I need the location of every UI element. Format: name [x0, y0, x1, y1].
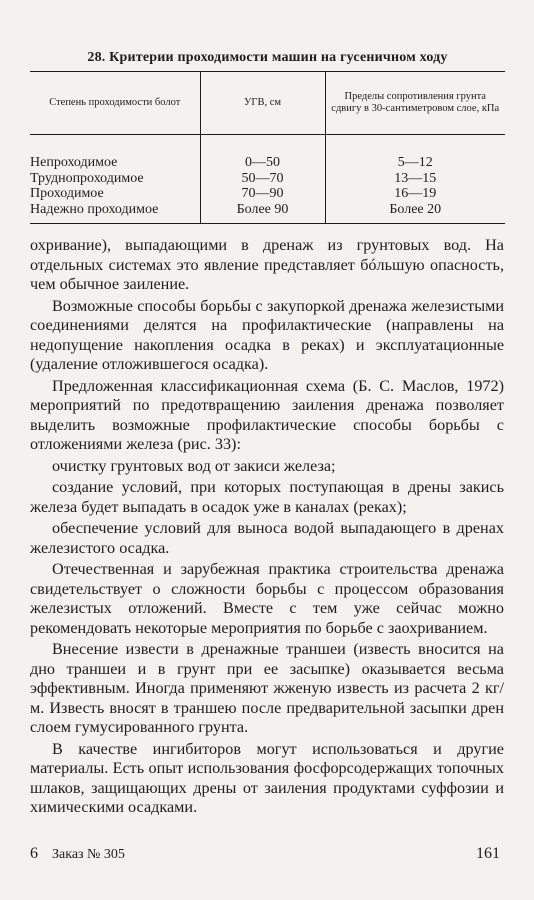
- list-paragraph: обеспечение условий для выноса водой выпадающего в дренах железистого осадка.: [30, 519, 504, 557]
- table-cell-ugv: 50—70: [200, 171, 325, 187]
- column-header-swamp-passability: Степень проходимости болот: [30, 72, 200, 135]
- page-number: 161: [476, 845, 500, 862]
- table-row: [30, 171, 505, 187]
- order-text: Заказ № 305: [52, 847, 125, 862]
- table-header-row: [30, 72, 505, 135]
- table-cell-resistance: 16—19: [325, 186, 505, 202]
- table-cell-resistance: Более 20: [325, 202, 505, 224]
- table-cell-ugv: 70—90: [200, 186, 325, 202]
- table-row: [30, 135, 505, 171]
- criteria-table: [30, 71, 505, 224]
- table-cell-resistance: 13—15: [325, 171, 505, 187]
- table-row: [30, 186, 505, 202]
- paragraph-continuation: охривание), выпадающими в дренаж из грунтовых вод. На отдельных системах это явление представляет бóльшую опасность, чем обычное заиление.: [30, 236, 504, 293]
- table-cell-degree: Надежно проходимое: [30, 202, 200, 224]
- paragraph: Возможные способы борьбы с закупоркой дренажа железистыми соединениями делятся на профилактические (направлены на недопущение накопления осадка в реках) и эксплуатационные (удаление отложившегося осадка).: [30, 296, 504, 373]
- list-paragraph: очистку грунтовых вод от закиси железа;: [52, 456, 336, 475]
- column-header-groundwater-level: УГВ, см: [200, 72, 325, 135]
- signature-number: 6: [30, 845, 38, 862]
- table-title: 28. Критерии проходимости машин на гусеничном ходу: [87, 50, 448, 65]
- paragraph: Отечественная и зарубежная практика строительства дренажа свидетельствует о сложности борьбы с процессом образования железистых отложений. Вместе с тем уже сейчас можно рекомендовать некоторые мероприятия по борьбе с заохриванием.: [30, 560, 504, 637]
- table-cell-degree: Проходимое: [30, 186, 104, 201]
- column-header-shear-resistance: Пределы сопротивления грунта сдвигу в 30-сантиметровом слое, кПа: [325, 72, 505, 135]
- table-cell-degree: Труднопроходимое: [30, 170, 144, 186]
- footer-signature: [30, 845, 125, 863]
- list-paragraph: создание условий, при которых поступающая в дрены закись железа будет выпадать в осадок уже в каналах (реках);: [30, 478, 504, 516]
- paragraph: В качестве ингибиторов могут использоваться и другие материалы. Есть опыт использования фосфорсодержащих топочных шлаков, защищающих дрены от заиления продуктами суффозии и химическими осадками.: [30, 739, 504, 816]
- table-cell-ugv: Более 90: [200, 202, 325, 224]
- table-cell-degree: Непроходимое: [30, 155, 118, 170]
- criteria-table-wrap: [30, 71, 505, 224]
- table-row: [30, 202, 505, 224]
- table-cell-resistance: 5—12: [325, 135, 505, 171]
- body-text: [30, 236, 504, 818]
- paragraph: Внесение извести в дренажные траншеи (известь вносится на дно траншеи и в грунт при ее засыпке) оказывается весьма эффективным. Иногда применяют жженую известь из расчета 2 кг/м. Известь вносят в траншею после предварительной засыпки дрен слоем гумусированного грунта.: [30, 640, 504, 736]
- table-cell-ugv: 0—50: [200, 135, 325, 171]
- paragraph: Предложенная классификационная схема (Б. С. Маслов, 1972) мероприятий по предотвращению заиления дренажа позволяет выделить возможные профилактические способы борьбы с отложениями железа (рис. 33):: [30, 376, 504, 453]
